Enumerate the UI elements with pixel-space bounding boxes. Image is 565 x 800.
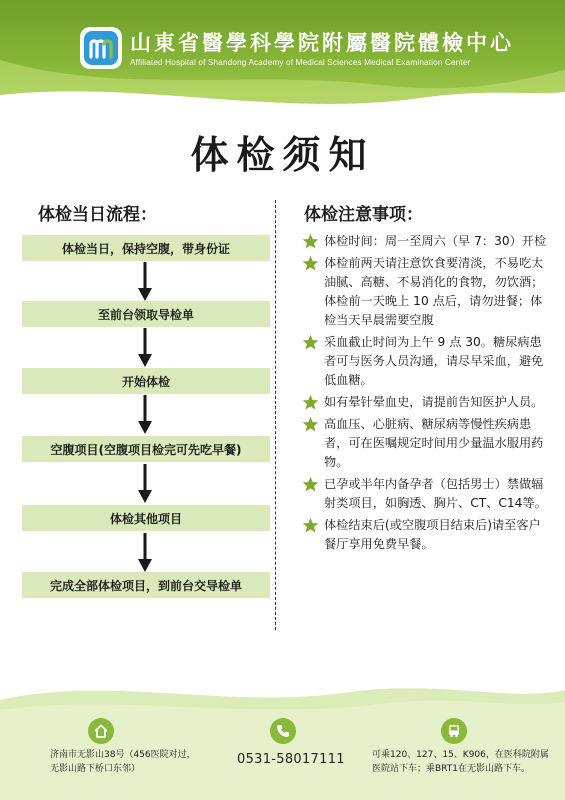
note-text: 采血截止时间为上午 9 点 30。糖尿病患者可与医务人员沟通，请尽早采血，避免低血糖。: [324, 335, 544, 387]
notes-section-title: 体检注意事项：: [304, 205, 423, 225]
flow-step-3: 开始体检: [22, 368, 270, 394]
footer-address: 济南市无影山38号（456医院对过，无影山路下桥口东邻）: [50, 750, 196, 774]
home-icon: [88, 718, 114, 744]
star-icon: [302, 233, 319, 250]
note-item: [302, 393, 550, 412]
arrow-down-icon: [137, 328, 153, 368]
note-item: [302, 516, 550, 554]
footer-phone: 0531-58017111: [237, 752, 345, 767]
star-icon: [302, 255, 319, 272]
flow-step-4: 空腹项目(空腹项目检完可先吃早餐): [22, 436, 270, 462]
note-text: 高血压、心脏病、糖尿病等慢性疾病患者，可在医嘱规定时间用少量温水服用药物。: [324, 417, 544, 469]
flow-section-title: 体检当日流程：: [38, 205, 157, 225]
star-icon: [302, 416, 319, 433]
arrow-down-icon: [137, 464, 153, 504]
notes-list: [302, 232, 550, 557]
note-text: 体检前两天请注意饮食要清淡，不易吃太油腻、高糖、不易消化的食物，勿饮酒；体检前一天晚上 10 点后，请勿进餐；体检当天早晨需要空腹: [324, 256, 544, 327]
note-item: [302, 475, 550, 513]
note-text: 体检时间：周一至周六（早 7：30）开检: [324, 234, 547, 248]
note-text: 体检结束后(或空腹项目结束后)请至客户餐厅享用免费早餐。: [324, 518, 541, 551]
flow-step-6: 完成全部体检项目，到前台交导检单: [22, 572, 270, 598]
arrow-down-icon: [137, 262, 153, 302]
footer-bus-info: 可乘120、127、15、K906，在医科院附属医院站下车；乘BRT1在无影山路下车。: [372, 750, 549, 774]
star-icon: [302, 476, 319, 493]
star-icon: [302, 394, 319, 411]
flow-step-2: 至前台领取导检单: [22, 301, 270, 327]
note-text: 已孕或半年内备孕者（包括男士）禁做辐射类项目，如胸透、胸片、CT、C14等。: [324, 477, 547, 510]
hospital-logo-icon: [80, 27, 122, 69]
note-item: [302, 333, 550, 390]
phone-icon: [270, 718, 296, 744]
note-text: 如有晕针晕血史，请提前告知医护人员。: [324, 395, 544, 409]
star-icon: [302, 517, 319, 534]
arrow-down-icon: [137, 533, 153, 573]
star-icon: [302, 334, 319, 351]
flow-step-5: 体检其他项目: [22, 505, 270, 531]
page-title: 体检须知: [190, 132, 375, 177]
note-item: [302, 232, 550, 251]
hospital-name-english: Affiliated Hospital of Shandong Academy of Medical Sciences Medical Examination Center: [130, 58, 471, 67]
bus-icon: [441, 718, 467, 744]
column-divider: [275, 200, 276, 630]
note-item: [302, 254, 550, 330]
header-banner: [0, 0, 565, 112]
hospital-name: 山東省醫學科學院附屬醫院體檢中心: [130, 30, 514, 55]
note-item: [302, 415, 550, 472]
flow-step-1: 体检当日，保持空腹，带身份证: [22, 235, 270, 261]
arrow-down-icon: [137, 395, 153, 435]
